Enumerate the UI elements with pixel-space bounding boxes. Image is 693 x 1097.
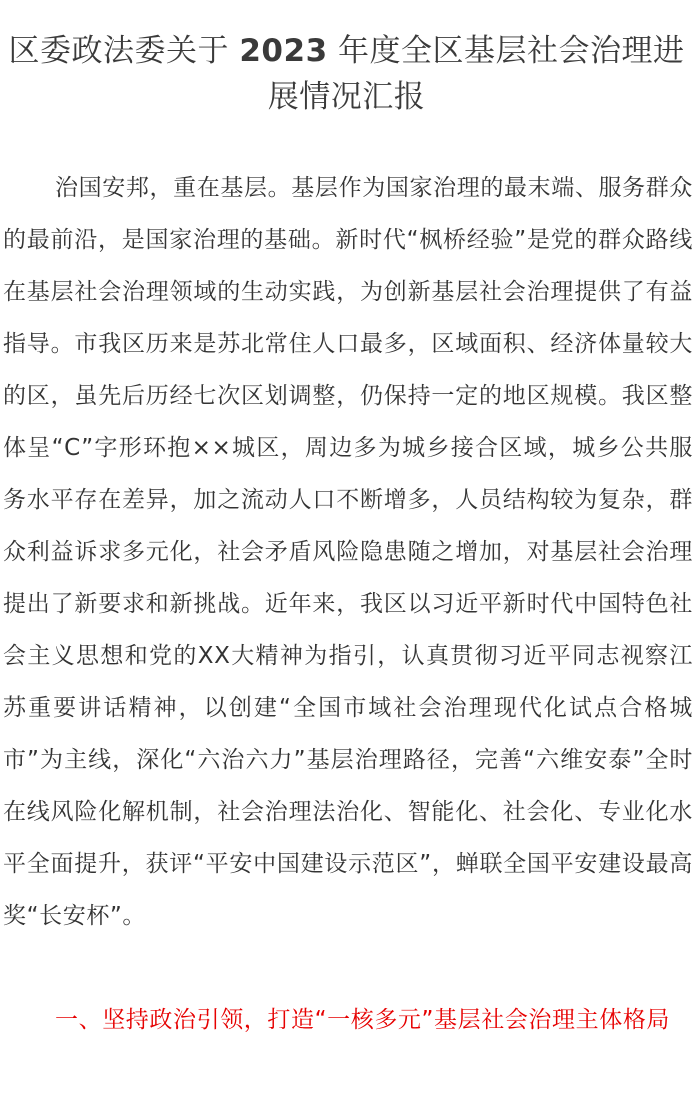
title-part-2: 年度全区基层社会治理进展情况汇报	[267, 33, 685, 115]
intro-paragraph: 治国安邦，重在基层。基层作为国家治理的最末端、服务群众的最前沿，是国家治理的基础。新时代“枫桥经验”是党的群众路线在基层社会治理领域的生动实践，为创新基层社会治理提供了有益指导。市我区历来是苏北常住人口最多，区域面积、经济体量较大的区，虽先后历经七次区划调整，仍保持一定的地区规模。我区整体呈“C”字形环抱××城区，周边多为城乡接合区域，城乡公共服务水平存在差异，加之流动人口不断增多，人员结构较为复杂，群众利益诉求多元化，社会矛盾风险隐患随之增加，对基层社会治理提出了新要求和新挑战。近年来，我区以习近平新时代中国特色社会主义思想和党的XX大精神为指引，认真贯彻习近平同志视察江苏重要讲话精神，以创建“全国市域社会治理现代化试点合格城市”为主线，深化“六治六力”基层治理路径，完善“六维安泰”全时在线风险化解机制，社会治理法治化、智能化、社会化、专业化水平全面提升，获评“平安中国建设示范区”，蝉联全国平安建设最高奖“长安杯”。	[3, 175, 693, 929]
title-part-1: 区委政法委关于	[8, 33, 229, 69]
section-1-heading: 一、坚持政治引领，打造“一核多元”基层社会治理主体格局	[55, 1007, 671, 1033]
document-title	[0, 28, 693, 120]
title-year: 2023	[239, 33, 328, 69]
